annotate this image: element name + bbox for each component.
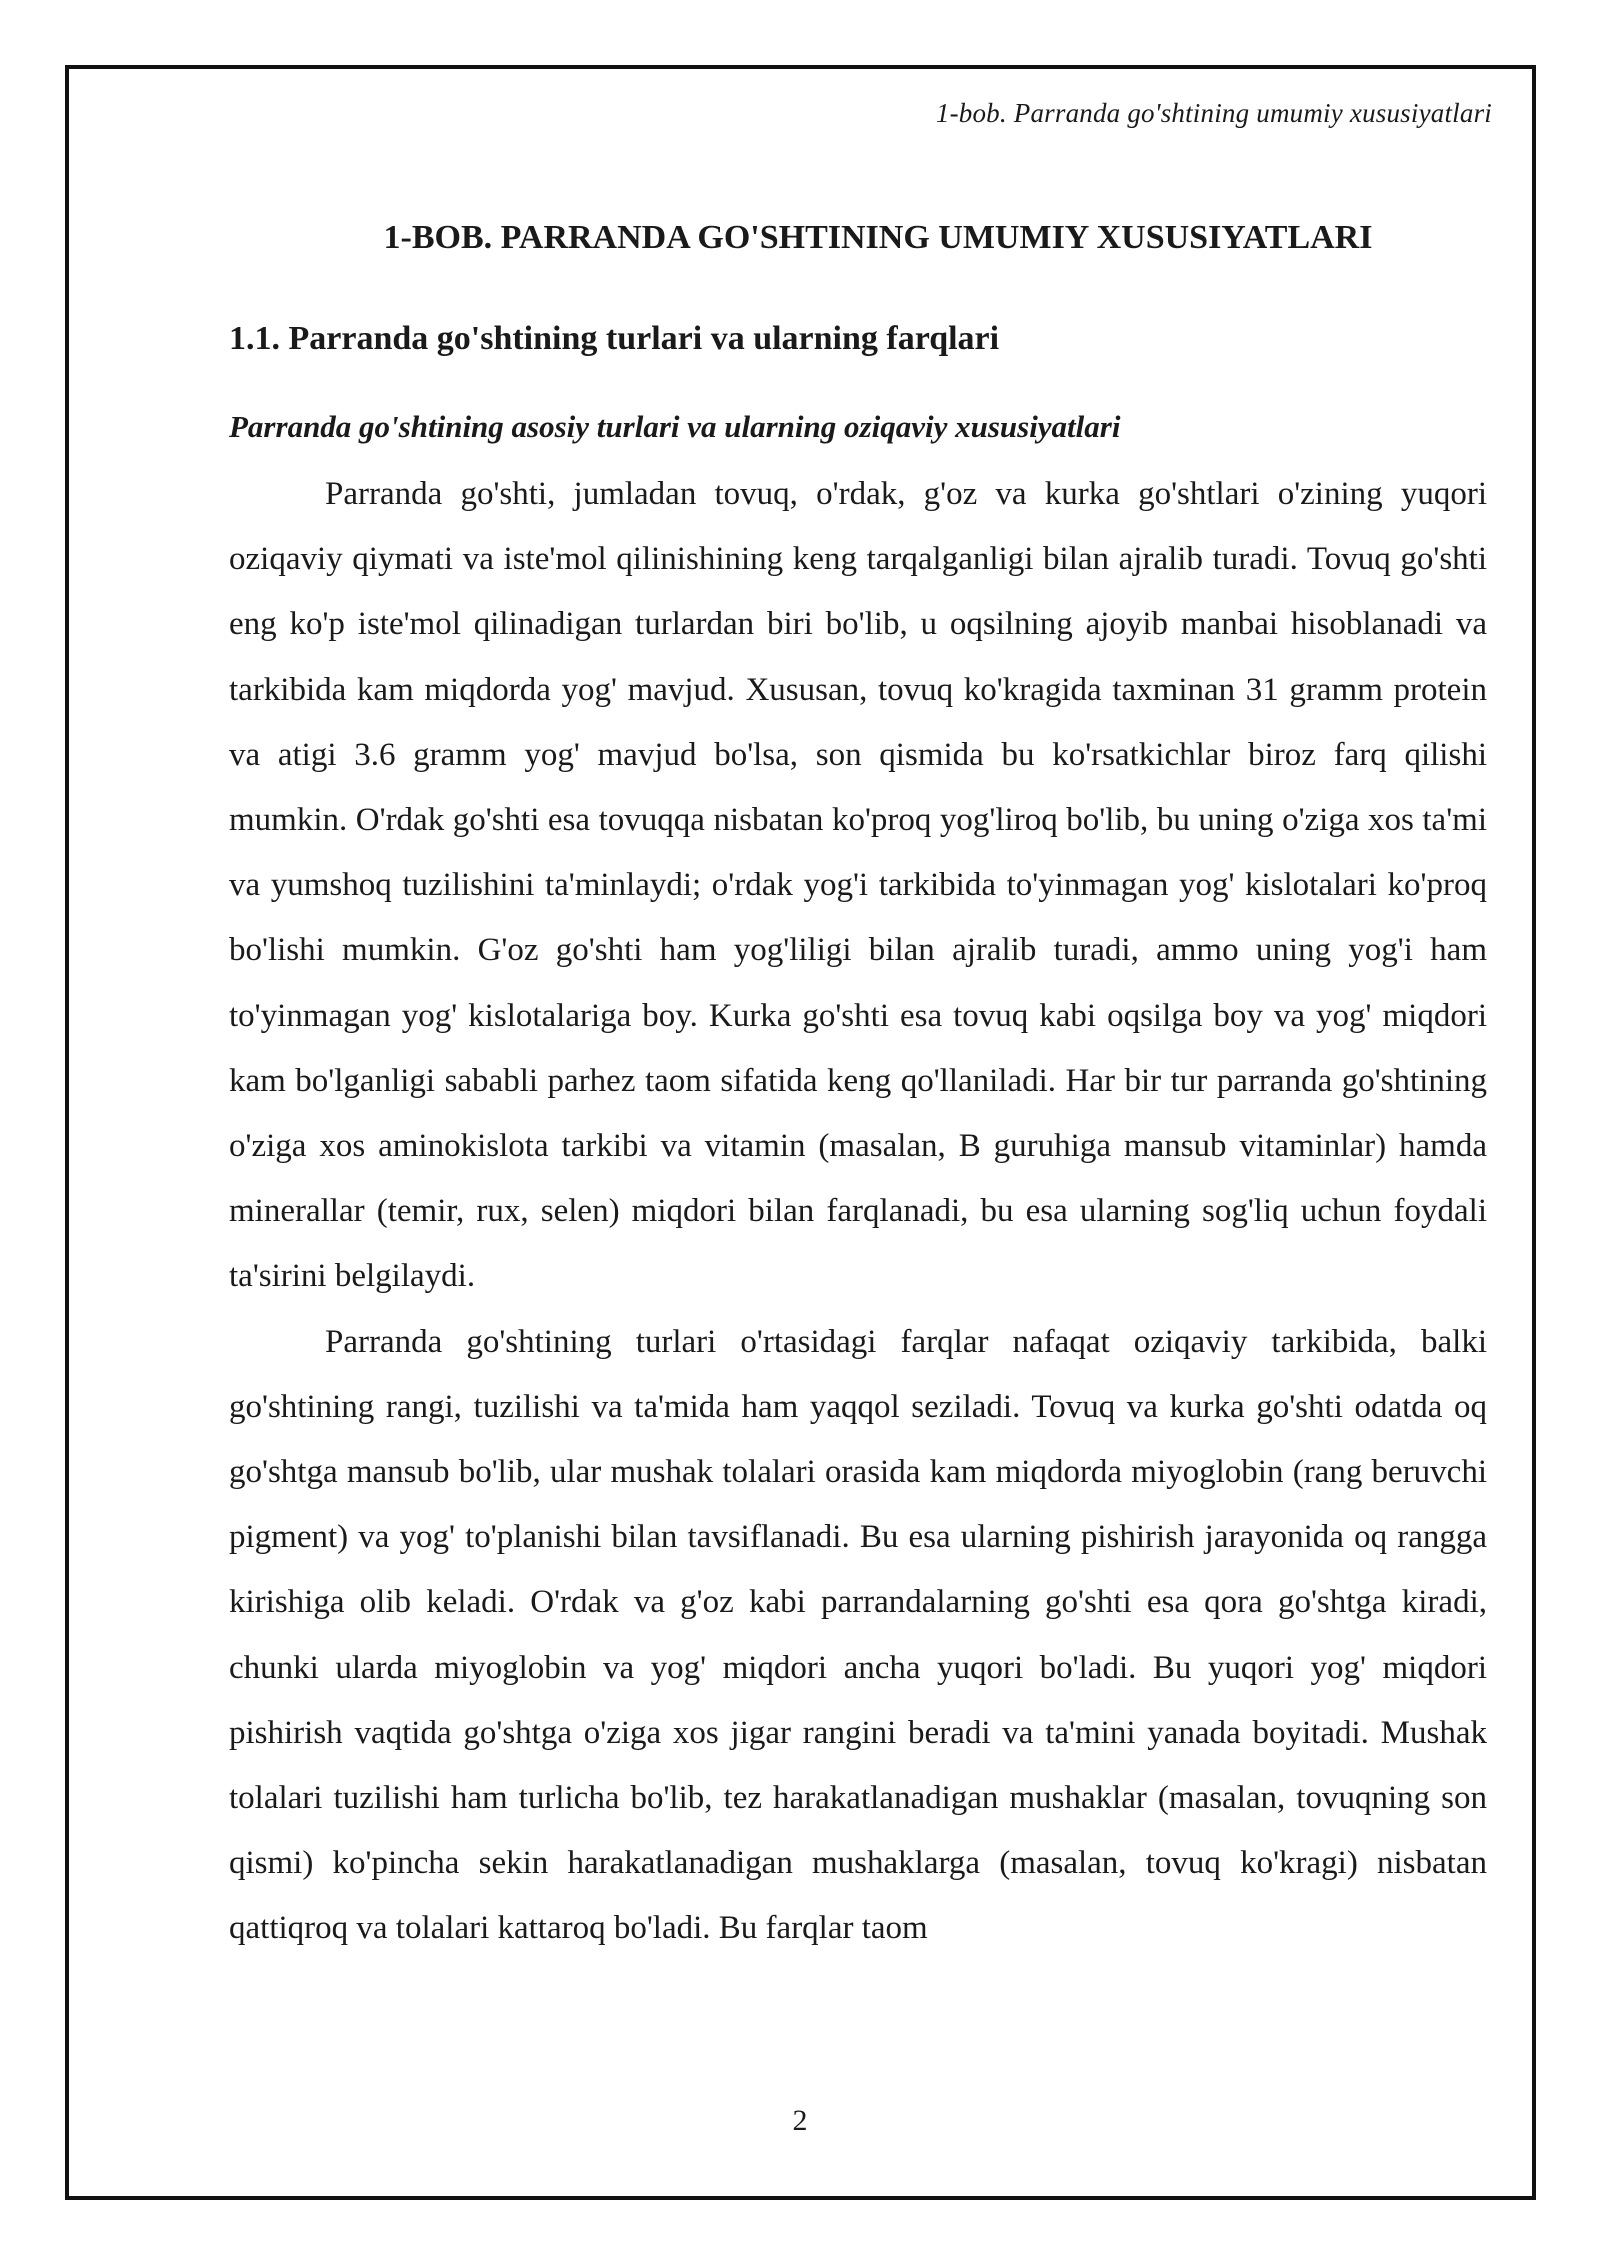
- chapter-title: 1-BOB. PARRANDA GO'SHTINING UMUMIY XUSUSIYATLARI: [383, 219, 1373, 256]
- page-number: 2: [792, 2104, 808, 2137]
- body-paragraph-2: Parranda go'shtining turlari o'rtasidagi farqlar nafaqat oziqaviy tarkibida, balki go'shtining rangi, tuzilishi va ta'mida ham yaqqol seziladi. Tovuq va kurka go'shti odatda oq go'shtga mansub bo'lib, ular mushak tolalari orasida kam miqdorda miyoglobin (rang beruvchi pigment) va yog' to'planishi bilan tavsiflanadi. Bu esa ularning pishirish jarayonida oq rangga kirishiga olib keladi. O'rdak va g'oz kabi parrandalarning go'shti esa qora go'shtga kiradi, chunki ularda miyoglobin va yog' miqdori ancha yuqori bo'ladi. Bu yuqori yog' miqdori pishirish vaqtida go'shtga o'ziga xos jigar rangini beradi va ta'mini yanada boyitadi. Mushak tolalari tuzilishi ham turlicha bo'lib, tez harakatlanadigan mushaklar (masalan, tovuqning son qismi) ko'pincha sekin harakatlanadigan mushaklarga (masalan, tovuq ko'kragi) nisbatan qattiqroq va tolalari kattaroq bo'ladi. Bu farqlar taom: [229, 1323, 1487, 1947]
- body-paragraph-1: Parranda go'shti, jumladan tovuq, o'rdak, g'oz va kurka go'shtlari o'zining yuqori oziqaviy qiymati va iste'mol qilinishining keng tarqalganligi bilan ajralib turadi. Tovuq go'shti eng ko'p iste'mol qilinadigan turlardan biri bo'lib, u oqsilning ajoyib manbai hisoblanadi va tarkibida kam miqdorda yog' mavjud. Xususan, tovuq ko'kragida taxminan 31 gramm protein va atigi 3.6 gramm yog' mavjud bo'lsa, son qismida bu ko'rsatkichlar biroz farq qilishi mumkin. O'rdak go'shti esa tovuqqa nisbatan ko'proq yog'liroq bo'lib, bu uning o'ziga xos ta'mi va yumshoq tuzilishini ta'minlaydi; o'rdak yog'i tarkibida to'yinmagan yog' kislotalari ko'proq bo'lishi mumkin. G'oz go'shti ham yog'liligi bilan ajralib turadi, ammo uning yog'i ham to'yinmagan yog' kislotalariga boy. Kurka go'shti esa tovuq kabi oqsilga boy va yog' miqdori kam bo'lganligi sababli parhez taom sifatida keng qo'llaniladi. Har bir tur parranda go'shtining o'ziga xos aminokislota tarkibi va vitamin (masalan, B guruhiga mansub vitaminlar) hamda minerallar (temir, rux, selen) miqdori bilan farqlanadi, bu esa ularning sog'liq uchun foydali ta'sirini belgilaydi.: [229, 476, 1487, 1295]
- subsection-title: Parranda go'shtining asosiy turlari va ularning oziqaviy xususiyatlari: [229, 409, 1121, 444]
- section-title: 1.1. Parranda go'shtining turlari va ularning farqlari: [229, 320, 1000, 357]
- running-header: 1-bob. Parranda go'shtining umumiy xususiyatlari: [935, 98, 1492, 128]
- page-content: [229, 210, 1487, 1962]
